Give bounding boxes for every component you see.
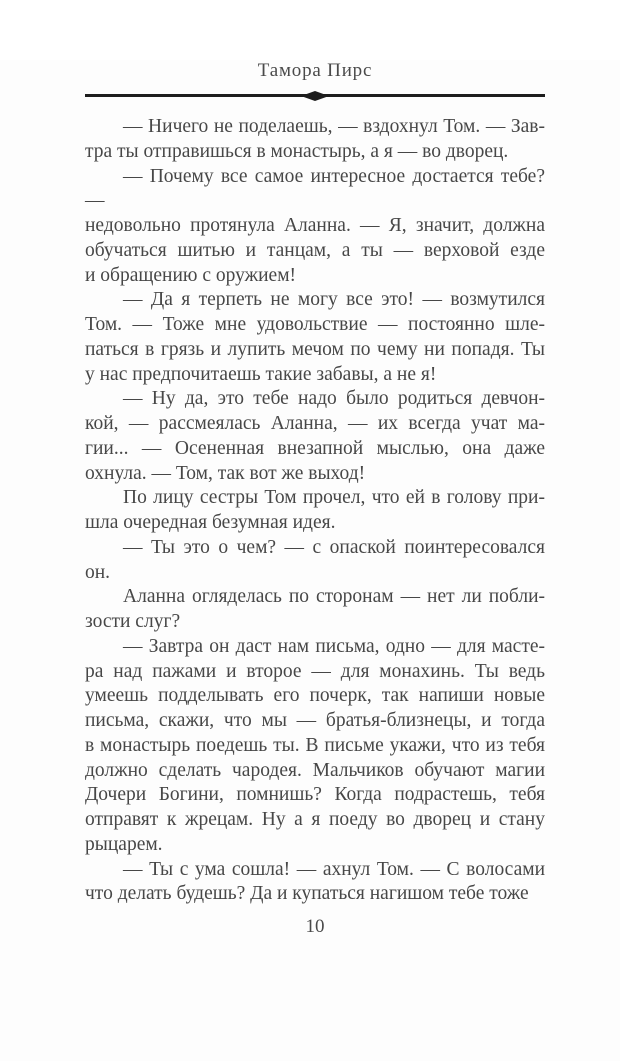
text-line: рыцарем. [85,833,163,855]
text-line: — Почему все самое интересное достается тебе? — [85,165,545,212]
text-line: гии... — Осененная внезапной мыслью, она даже [85,437,545,459]
text-line: тра ты отправишься в монастырь, а я — во дворец. [85,140,509,162]
page-text [85,115,545,907]
text-line: паться в грязь и лупить мечом по чему ни попадя. Ты [85,338,545,360]
paragraph [85,635,545,858]
text-line: недовольно протянула Аланна. — Я, значит, должна [85,215,545,236]
text-line: у нас предпочитаешь такие забавы, а не я! [85,363,437,385]
text-line: обучаться шитью и танцам, а ты — верховой езде [85,239,545,261]
paragraph [85,387,545,486]
paragraph [85,115,545,165]
text-line: — Ты с ума сошла! — ахнул Том. — С волосами [123,858,545,880]
text-line: — Ничего не поделаешь, — вздохнул Том. — Зав- [123,116,545,137]
text-line: охнула. — Том, так вот же выход! [85,462,366,484]
text-line: зости слуг? [85,611,181,632]
text-line: отправят к жрецам. Ну а я поеду во дворец и стану [85,809,545,830]
text-line: ра над пажами и второе — для монахинь. Ты ведь [85,660,545,682]
text-line: — Ты это о чем? — с опаской поинтересовался [123,536,545,558]
text-line: и обращению с оружием! [85,264,297,286]
text-line: По лицу сестры Том прочел, что ей в голову при- [123,487,545,509]
text-line: — Завтра он даст нам письма, одно — для масте- [123,635,545,657]
text-line: он. [85,561,111,583]
text-line: письма, скажи, что мы — братья-близнецы, и тогда [85,710,545,731]
diamond-ornament-icon [301,91,329,101]
text-line: — Да я терпеть не могу все это! — возмутился [123,289,545,311]
text-line: кой, — рассмеялась Аланна, — их всегда учат ма- [85,413,545,434]
page-number: 10 [305,916,325,937]
book-page [0,60,620,1061]
text-line: должно сделать чародея. Мальчиков обучают магии [85,759,545,781]
header-divider [85,91,545,101]
paragraph [85,585,545,635]
text-line: Том. — Тоже мне удовольствие — постоянно шле- [85,314,545,335]
paragraph [85,486,545,536]
text-line: — Ну да, это тебе надо было родиться девчон- [123,388,545,410]
paragraph [85,536,545,586]
text-line: в монастырь поедешь ты. В письме укажи, что из тебя [85,734,545,756]
paragraph [85,165,545,289]
paragraph [85,858,545,908]
text-line: Дочери Богини, помнишь? Когда подрастешь, тебя [85,784,545,806]
running-head-author: Тамора Пирс [257,60,373,81]
text-line: шла очередная безумная идея. [85,512,336,533]
text-line: что делать будешь? Да и купаться нагишом тебе тоже [85,883,529,905]
text-line: умеешь подделывать его почерк, так напиши новые [85,685,545,707]
paragraph [85,288,545,387]
text-line: Аланна огляделась по сторонам — нет ли побли- [123,586,545,608]
